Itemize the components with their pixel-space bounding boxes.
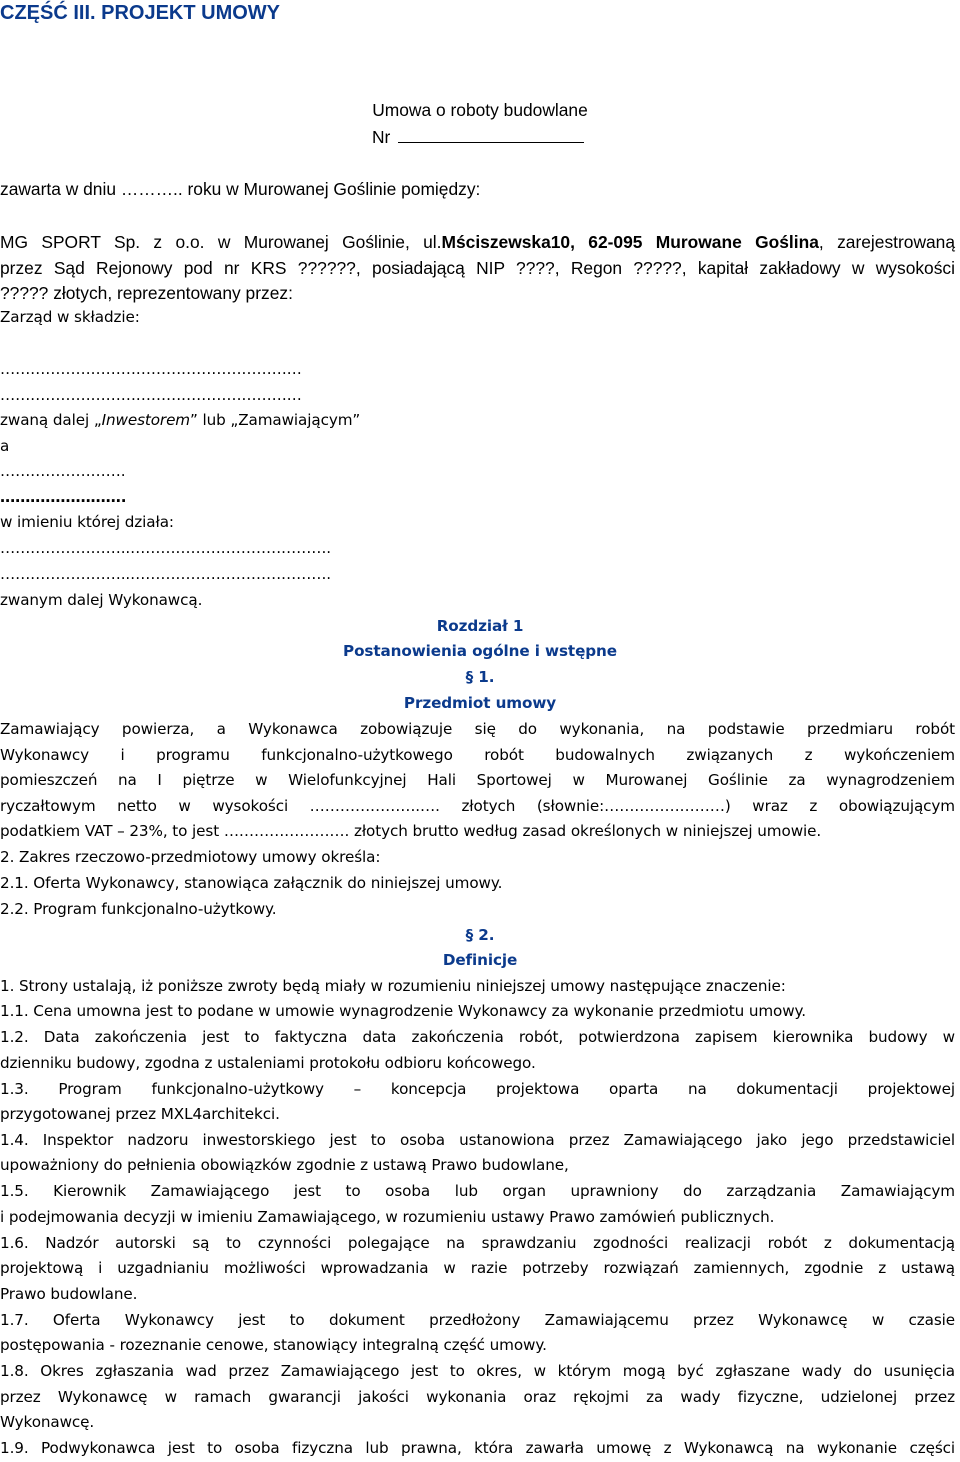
board-line: Zarząd w składzie: xyxy=(0,308,140,326)
contract-number-blank xyxy=(398,128,584,143)
section2-line: Prawo budowlane. xyxy=(0,1285,138,1303)
section2-line: upoważniony do pełnienia obowiązków zgodnie z ustawą Prawo budowlane, xyxy=(0,1156,569,1174)
section1-title: Przedmiot umowy xyxy=(403,694,557,712)
section2-line: 1.4. Inspektor nadzoru inwestorskiego jest to osoba ustanowiona przez Zamawiającego jako jego przedstawiciel xyxy=(0,1131,955,1149)
section2-line: 1.7. Oferta Wykonawcy jest to dokument przedłożony Zamawiającemu przez Wykonawcę w czasie xyxy=(0,1311,955,1329)
section2-line: przez Wykonawcę w ramach gwarancji jakości wykonania oraz rękojmi za wady fizyczne, udzielonej przez xyxy=(0,1388,955,1406)
dots-line: …………………………………………………… xyxy=(0,386,302,404)
dots-line: ……………………. xyxy=(0,488,127,506)
section1-line: podatkiem VAT – 23%, to jest ……………………. złotych brutto według zasad określonych w niniejszej umowie. xyxy=(0,822,822,840)
section1-line: pomieszczeń na I piętrze w Wielofunkcyjnej Hali Sportowej w Murowanej Goślinie za wynagrodzeniem xyxy=(0,771,955,789)
dots-line: ……………………..…………………………………. xyxy=(0,539,332,557)
section2-line: i podejmowania decyzji w imieniu Zamawiającego, w rozumieniu ustawy Prawo zamówień publicznych. xyxy=(0,1208,775,1226)
section1-line: ryczałtowym netto w wysokości ………………….…. złotych (słownie:……………………) wraz z obowiązującym xyxy=(0,797,955,815)
section2-title: Definicje xyxy=(442,951,518,969)
contract-number xyxy=(372,127,584,148)
party1-line3: ????? złotych, reprezentowany przez: xyxy=(0,283,293,303)
section1-line: 2.1. Oferta Wykonawcy, stanowiąca załącznik do niniejszej umowy. xyxy=(0,874,503,892)
section2-line: 1.6. Nadzór autorski są to czynności polegające na sprawdzaniu zgodności realizacji robót z dokumentacją xyxy=(0,1234,955,1252)
chapter-label: Rozdział 1 xyxy=(436,617,524,635)
section1-line: Zamawiający powierza, a Wykonawca zobowiązuje się do wykonania, na podstawie przedmiaru robót xyxy=(0,720,955,738)
concluded-line: zawarta w dniu ……….. roku w Murowanej Goślinie pomiędzy: xyxy=(0,179,481,199)
section2-line: 1.5. Kierownik Zamawiającego jest to osoba lub organ uprawniony do zarządzania Zamawiającym xyxy=(0,1182,955,1200)
section2-line: przygotowanej przez MXL4architekci. xyxy=(0,1105,280,1123)
section2-line: 1.3. Program funkcjonalno-użytkowy – koncepcja projektowa oparta na dokumentacji projektowej xyxy=(0,1080,955,1098)
section2-line: 1.8. Okres zgłaszania wad przez Zamawiającego jest to okres, w którym mogą być zgłaszane wady do usunięcia xyxy=(0,1362,955,1380)
contract-title: Umowa o roboty budowlane xyxy=(372,100,588,120)
section1-line: 2. Zakres rzeczowo-przedmiotowy umowy określa: xyxy=(0,848,381,866)
part-title: CZĘŚĆ III. PROJEKT UMOWY xyxy=(0,2,281,24)
section2-number: § 2. xyxy=(465,926,495,944)
chapter-title: Postanowienia ogólne i wstępne xyxy=(343,642,617,660)
section1-number: § 1. xyxy=(465,668,495,686)
dots-line: …………………………………………………… xyxy=(0,360,302,378)
section2-line: Wykonawcę. xyxy=(0,1413,95,1431)
section1-line: Wykonawcy i programu funkcjonalno-użytkowego robót budowalnych związanych z wykończeniem xyxy=(0,746,955,764)
section2-line: 1.1. Cena umowna jest to podane w umowie wynagrodzenie Wykonawcy za wykonanie przedmiotu umowy. xyxy=(0,1002,807,1020)
section2-line: dzienniku budowy, zgodna z ustaleniami protokołu odbioru końcowego. xyxy=(0,1054,536,1072)
acting-line: w imieniu której działa: xyxy=(0,513,174,531)
investor-line: zwaną dalej „Inwestorem” lub „Zamawiającym” xyxy=(0,411,361,429)
section2-line: 1. Strony ustalają, iż poniższe zwroty będą miały w rozumieniu niniejszej umowy następujące znaczenie: xyxy=(0,977,786,995)
section2-line: postępowania - rozeznanie cenowe, stanowiący integralną część umowy. xyxy=(0,1336,547,1354)
contract-number-label: Nr xyxy=(372,127,391,147)
section2-line: 1.2. Data zakończenia jest to faktyczna data zakończenia robót, potwierdzona zapisem kierownika budowy w xyxy=(0,1028,955,1046)
dots-line: ……………………..…………………………………. xyxy=(0,565,332,583)
and-line: a xyxy=(0,437,10,455)
section1-line: 2.2. Program funkcjonalno-użytkowy. xyxy=(0,900,277,918)
dots-line: ……………………. xyxy=(0,462,126,480)
section2-line: projektową i uzgadnianiu możliwości wprowadzania w razie potrzeby rozwiązań zamiennych, zgodnie z ustawą xyxy=(0,1259,955,1277)
party1-line2: przez Sąd Rejonowy pod nr KRS ??????, posiadającą NIP ????, Regon ?????, kapitał zakładowy w wysokości xyxy=(0,258,955,278)
section2-line: 1.9. Podwykonawca jest to osoba fizyczna lub prawna, która zawarła umowę z Wykonawcą na wykonanie części xyxy=(0,1439,955,1457)
party1-line1: MG SPORT Sp. z o.o. w Murowanej Goślinie, ul.Mściszewska10, 62-095 Murowane Goślina, zarejestrowaną xyxy=(0,232,956,252)
contractor-line: zwanym dalej Wykonawcą. xyxy=(0,591,203,609)
